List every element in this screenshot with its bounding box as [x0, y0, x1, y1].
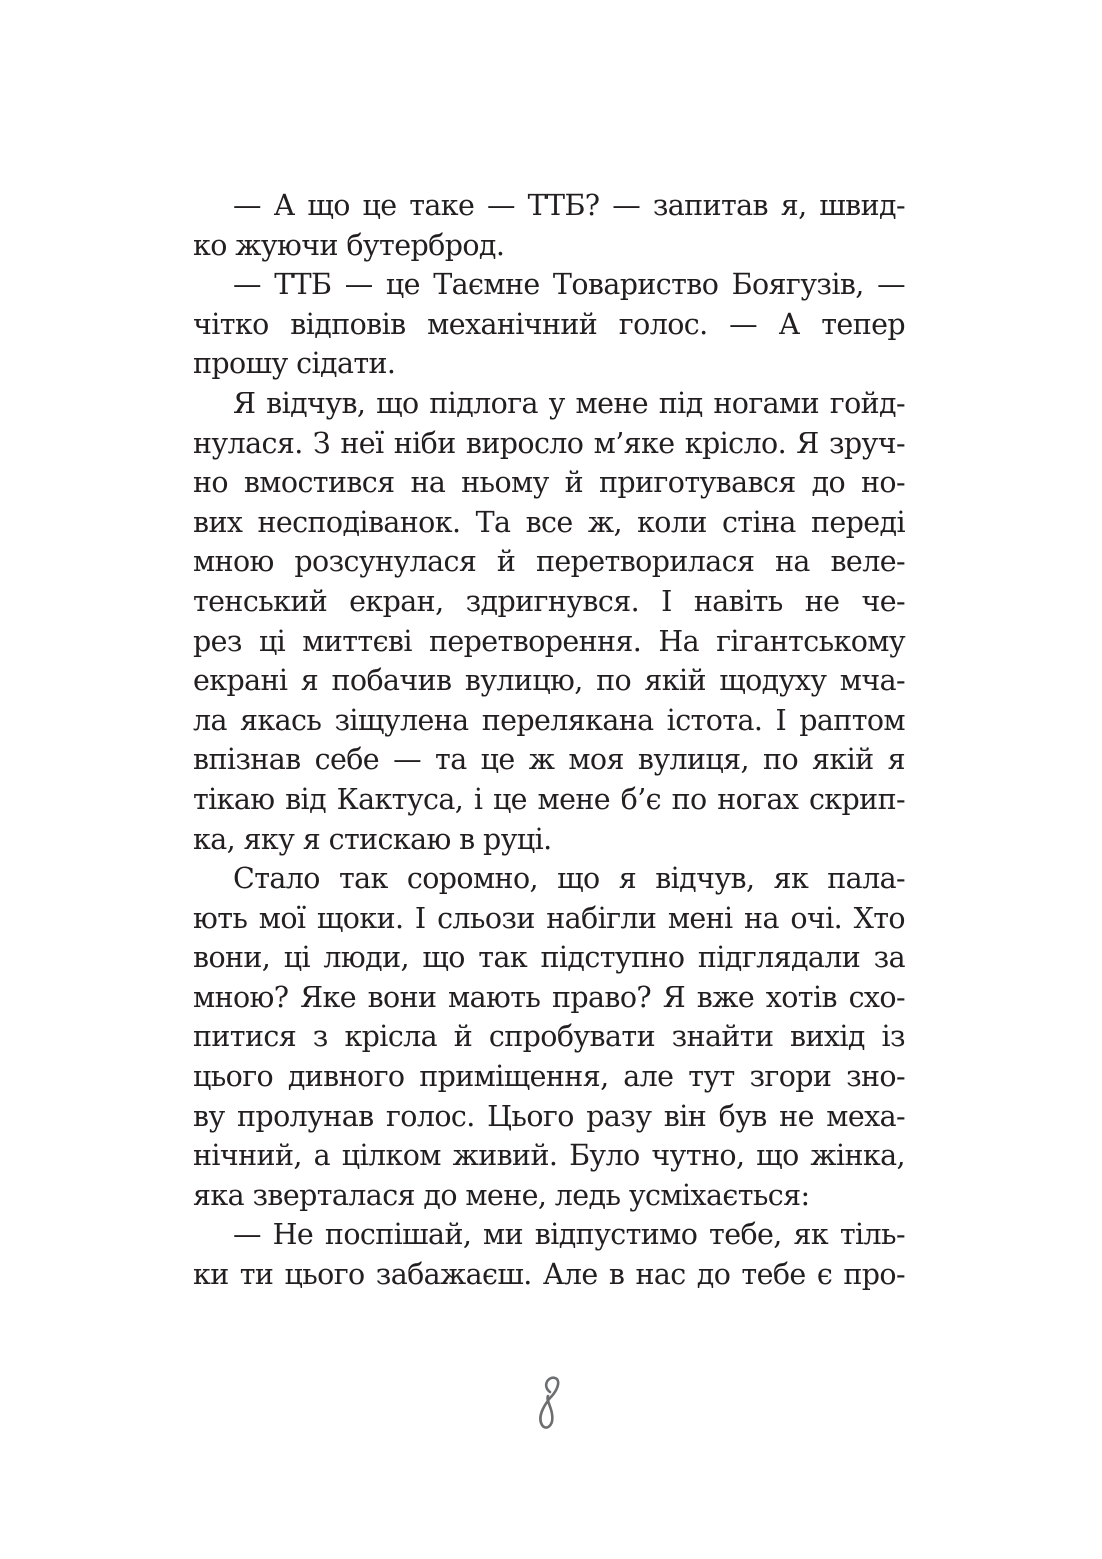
text-line: тікаю від Кактуса, і це мене б’є по ногах скрип- — [193, 782, 905, 816]
body-text — [193, 186, 905, 1295]
text-line: нічний, а цілком живий. Було чутно, що жінка, — [193, 1139, 905, 1173]
text-line: Стало так соромно, що я відчув, як пала- — [233, 862, 905, 896]
text-line: ла якась зіщулена перелякана істота. І раптом — [193, 703, 905, 737]
text-line: ки ти цього забажаєш. Але в нас до тебе є про- — [193, 1258, 905, 1292]
text-line: прошу сідати. — [193, 347, 396, 381]
page-number-glyph — [528, 1372, 568, 1436]
text-line: Я відчув, що підлога у мене під ногами гойд- — [233, 386, 905, 420]
text-line: — ТТБ — це Таємне Товариство Боягузів, — — [233, 268, 905, 302]
text-line: ють мої щоки. І сльози набігли мені на очі. Хто — [193, 901, 905, 935]
text-line: ко жуючи бутерброд. — [193, 228, 505, 262]
text-line: вих несподіванок. Та все ж, коли стіна переді — [193, 505, 905, 539]
text-line: ву пролунав голос. Цього разу він був не меха- — [193, 1099, 905, 1133]
text-line: рез ці миттєві перетворення. На гігантському — [193, 624, 905, 658]
text-line: нулася. З неї ніби виросло м’яке крісло. Я зруч- — [193, 426, 905, 460]
text-line: чітко відповів механічний голос. — А тепер — [193, 307, 905, 341]
page-number — [528, 1372, 568, 1436]
text-line: — Не поспішай, ми відпустимо тебе, як тіль- — [233, 1218, 905, 1252]
text-line: екрані я побачив вулицю, по якій щодуху мча- — [193, 664, 905, 698]
text-line: мною? Яке вони мають право? Я вже хотів схо- — [193, 980, 905, 1014]
text-line: яка зверталася до мене, ледь усміхається: — [193, 1178, 810, 1212]
text-line: питися з крісла й спробувати знайти вихід із — [193, 1020, 905, 1054]
text-line: цього дивного приміщення, але тут згори зно- — [193, 1060, 905, 1094]
text-line: вони, ці люди, що так підступно підглядали за — [193, 941, 905, 975]
text-line: но вмостився на ньому й приготувався до но- — [193, 466, 905, 500]
text-line: мною розсунулася й перетворилася на веле- — [193, 545, 905, 579]
text-line: — А що це таке — ТТБ? — запитав я, швид- — [233, 189, 905, 222]
text-line: тенський екран, здригнувся. І навіть не че- — [193, 584, 905, 618]
text-line: ка, яку я стискаю в руці. — [193, 822, 552, 856]
text-line: впізнав себе — та це ж моя вулиця, по якій я — [193, 743, 905, 777]
